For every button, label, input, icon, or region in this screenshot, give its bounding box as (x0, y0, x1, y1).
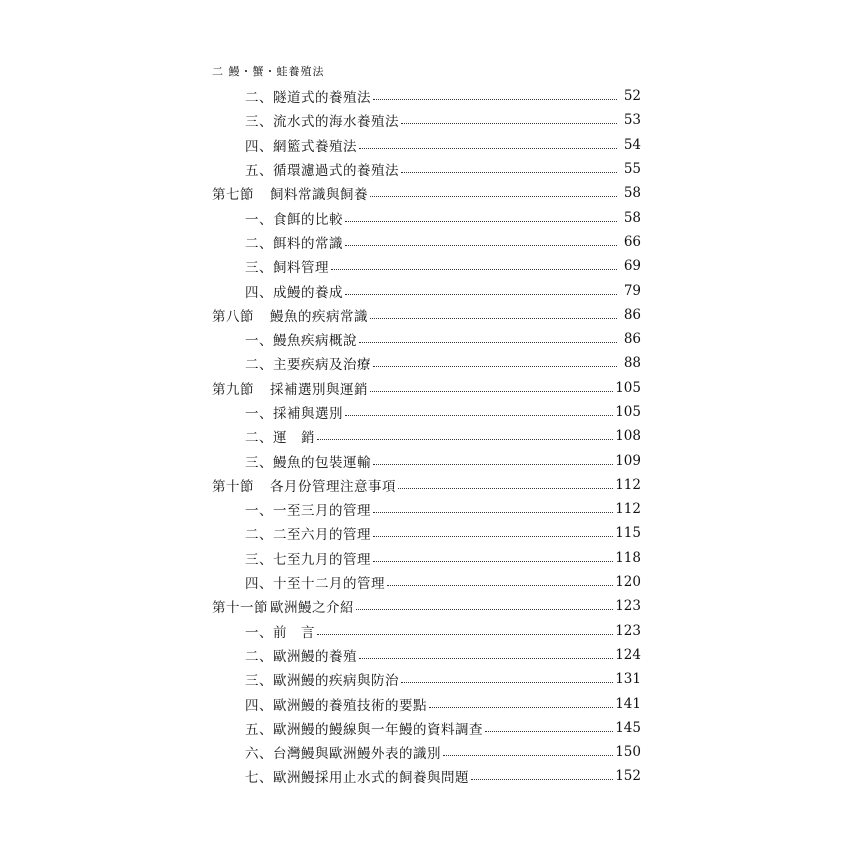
toc-page-number: 52 (623, 88, 641, 105)
toc-entry-text: 四、歐洲鰻的養殖技術的要點 (245, 697, 427, 714)
toc-subsection-row (245, 497, 641, 521)
toc-entry-text: 一、採補與選別 (245, 406, 343, 422)
dot-leader (373, 511, 613, 513)
toc-entry-title (245, 694, 427, 714)
toc-page-number: 109 (615, 452, 641, 469)
toc-entry-title (245, 135, 357, 155)
toc-page-number: 105 (615, 404, 641, 420)
toc-entry-text: 四、十至十二月的管理 (245, 576, 385, 593)
toc-entry-title (245, 548, 371, 568)
toc-entry-title (212, 305, 368, 325)
toc-subsection-row (245, 691, 641, 715)
toc-entry-text: 二、二至六月的管理 (245, 527, 371, 544)
toc-entry-text: 一、一至三月的管理 (245, 503, 371, 520)
toc-section-number: 第十節 (212, 478, 254, 495)
dot-leader (359, 341, 617, 343)
dot-leader (471, 778, 613, 780)
toc-page-number: 58 (623, 209, 641, 226)
toc-entry-title (245, 742, 441, 762)
toc-page-number: 112 (615, 476, 641, 493)
toc-entry-text: 三、飼料管理 (245, 260, 329, 277)
toc-entry-title (212, 475, 396, 495)
dot-leader (317, 438, 613, 440)
toc-subsection-row (245, 133, 641, 157)
toc-page-number: 118 (615, 549, 641, 566)
toc-entry-text: 四、成鰻的養成 (245, 284, 343, 301)
dot-leader (345, 293, 617, 295)
toc-page-number: 79 (623, 282, 641, 299)
toc-section-number: 第九節 (212, 381, 254, 398)
toc-entry-title (245, 110, 399, 130)
toc-entry-title (245, 523, 371, 543)
toc-entry-text: 一、鰻魚疾病概說 (245, 333, 357, 350)
toc-entry-text: 歐洲鰻之介紹 (270, 600, 354, 617)
toc-subsection-row (245, 327, 641, 351)
dot-leader (370, 195, 617, 197)
dot-leader (401, 681, 613, 683)
toc-entry-text: 三、七至九月的管理 (245, 551, 371, 568)
dot-leader (373, 560, 613, 562)
toc-subsection-row (245, 205, 641, 229)
toc-subsection-row (245, 254, 641, 278)
toc-entry-title (245, 86, 371, 106)
toc-entry-text: 三、鰻魚的包裝運輸 (245, 454, 371, 471)
toc-page-number: 123 (615, 598, 641, 615)
dot-leader (331, 268, 617, 270)
toc-page-number: 123 (615, 622, 641, 639)
dot-leader (398, 487, 613, 489)
toc-entry-title (245, 451, 371, 471)
dot-leader (359, 657, 613, 659)
toc-section-number: 第十一節 (212, 600, 268, 617)
toc-page-number: 150 (615, 744, 641, 761)
dot-leader (373, 98, 617, 100)
toc-entry-title (245, 208, 343, 228)
toc-entry-text: 二、運 銷 (245, 430, 315, 447)
toc-page-number: 86 (623, 331, 641, 348)
toc-subsection-row (245, 643, 641, 667)
toc-section-row (212, 376, 641, 400)
toc-subsection-row (245, 400, 641, 424)
toc-section-row (212, 594, 641, 618)
toc-entry-text: 五、循環濾過式的養殖法 (245, 163, 399, 180)
toc-section-number: 第七節 (212, 187, 254, 204)
toc-entry-title (245, 232, 343, 252)
toc-entry-title (245, 572, 385, 592)
toc-page-number: 69 (623, 258, 641, 275)
toc-entry-text: 一、食餌的比較 (245, 211, 343, 228)
toc-page-number: 105 (615, 379, 641, 396)
toc-entry-text: 二、隧道式的養殖法 (245, 90, 371, 107)
toc-subsection-row (245, 157, 641, 181)
toc-page-number: 108 (615, 428, 641, 445)
toc-page-number: 112 (615, 501, 641, 518)
toc-subsection-row (245, 521, 641, 545)
toc-page-number: 66 (623, 233, 641, 250)
toc-subsection-row (245, 351, 641, 375)
toc-entry-text: 飼料常識與飼養 (270, 187, 368, 204)
toc-section-number: 第八節 (212, 308, 254, 325)
toc-entry-title (245, 329, 357, 349)
toc-entry-title (245, 621, 315, 641)
dot-leader (387, 584, 613, 586)
toc-entry-text: 採補選別與運銷 (270, 381, 368, 398)
dot-leader (373, 535, 613, 537)
toc-page-number: 131 (615, 671, 641, 688)
toc-entry-text: 四、網籃式養殖法 (245, 138, 357, 155)
dot-leader (345, 220, 617, 222)
toc-subsection-row (245, 740, 641, 764)
dot-leader (370, 390, 613, 392)
dot-leader (401, 122, 617, 124)
dot-leader (401, 171, 617, 173)
toc-entry-text: 五、歐洲鰻的鰻線與一年鰻的資料調查 (245, 721, 483, 738)
table-of-contents (0, 84, 850, 789)
toc-subsection-row (245, 448, 641, 472)
toc-entry-text: 一、前 言 (245, 624, 315, 641)
toc-subsection-row (245, 546, 641, 570)
dot-leader (317, 633, 613, 635)
toc-subsection-row (245, 716, 641, 740)
toc-page-number: 120 (615, 574, 641, 591)
toc-section-row (212, 473, 641, 497)
dot-leader (373, 463, 613, 465)
dot-leader (345, 414, 613, 416)
toc-subsection-row (245, 278, 641, 302)
dot-leader (345, 244, 617, 246)
toc-page-number: 141 (615, 695, 641, 712)
toc-page-number: 86 (623, 306, 641, 323)
toc-subsection-row (245, 667, 641, 691)
toc-entry-title (245, 353, 371, 373)
toc-entry-text: 二、歐洲鰻的養殖 (245, 648, 357, 665)
running-header: 二 鰻・蟹・蛙養殖法 (212, 65, 325, 78)
toc-entry-title (212, 378, 368, 398)
dot-leader (359, 147, 617, 149)
toc-subsection-row (245, 619, 641, 643)
toc-page-number: 54 (623, 136, 641, 153)
toc-entry-title (245, 281, 343, 301)
toc-entry-title (245, 159, 399, 179)
toc-subsection-row (245, 108, 641, 132)
dot-leader (356, 608, 613, 610)
toc-subsection-row (245, 570, 641, 594)
toc-entry-title (245, 766, 469, 786)
toc-entry-text: 三、流水式的海水養殖法 (245, 114, 399, 131)
toc-entry-title (245, 426, 315, 446)
toc-page-number: 115 (615, 525, 641, 542)
toc-entry-title (212, 183, 368, 203)
toc-page-number: 58 (623, 185, 641, 202)
toc-section-row (212, 181, 641, 205)
toc-entry-text: 鰻魚的疾病常識 (270, 308, 368, 325)
toc-subsection-row (245, 230, 641, 254)
toc-entry-text: 各月份管理注意事項 (270, 478, 396, 495)
toc-entry-text: 二、餌料的常識 (245, 235, 343, 252)
toc-entry-text: 六、台灣鰻與歐洲鰻外表的識別 (245, 746, 441, 763)
toc-entry-title (245, 718, 483, 738)
dot-leader (429, 706, 613, 708)
toc-page-number: 152 (615, 768, 641, 785)
toc-subsection-row (245, 84, 641, 108)
dot-leader (370, 317, 617, 319)
toc-section-row (212, 303, 641, 327)
dot-leader (485, 730, 613, 732)
toc-entry-text: 七、歐洲鰻採用止水式的飼養與問題 (245, 770, 469, 787)
toc-subsection-row (245, 764, 641, 788)
toc-page-number: 124 (615, 646, 641, 663)
toc-entry-title (212, 596, 354, 616)
toc-page-number: 145 (615, 719, 641, 736)
toc-page-number: 88 (623, 355, 641, 372)
toc-entry-text: 三、歐洲鰻的疾病與防治 (245, 673, 399, 690)
toc-entry-title (245, 256, 329, 276)
toc-entry-title (245, 669, 399, 689)
toc-entry-text: 二、主要疾病及治療 (245, 357, 371, 374)
toc-page-number: 55 (623, 161, 641, 178)
toc-entry-title (245, 645, 357, 665)
dot-leader (373, 365, 617, 367)
toc-subsection-row (245, 424, 641, 448)
dot-leader (443, 754, 613, 756)
toc-page-number: 53 (623, 112, 641, 129)
toc-entry-title (245, 499, 371, 519)
toc-entry-title (245, 402, 343, 422)
